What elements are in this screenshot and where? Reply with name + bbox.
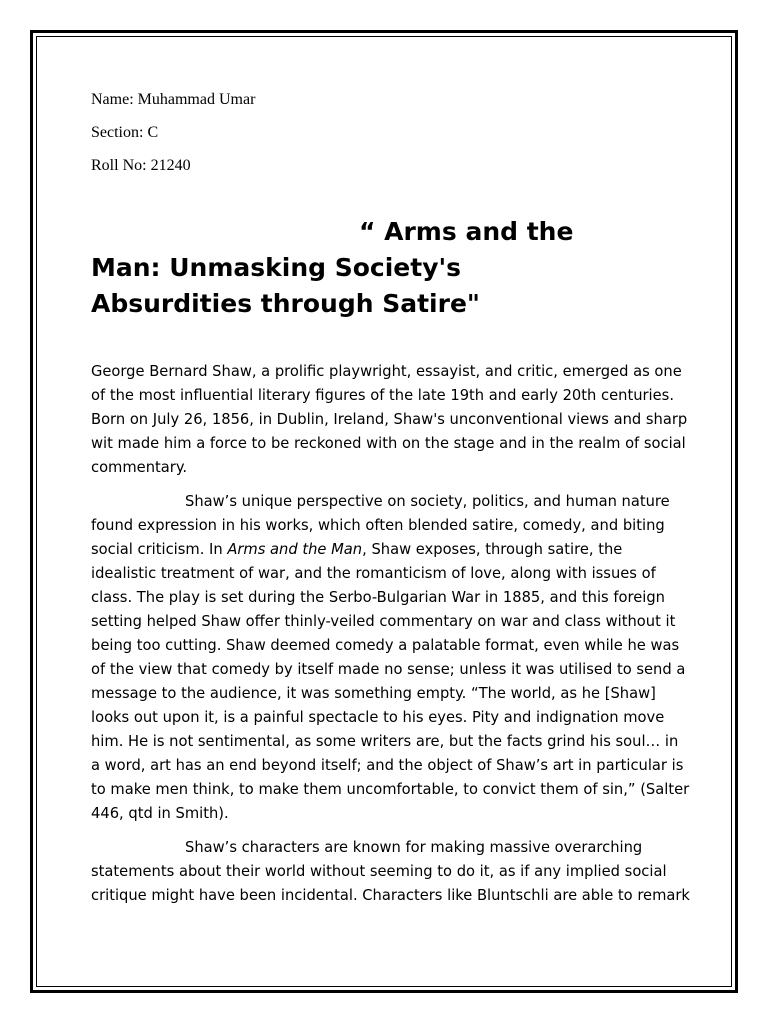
paragraph-characters: Shaw’s characters are known for making massive overarching statements about their world without seeming to do it, as if any implied social critique might have been incidental. Characters like Bluntschli are able to remark [91,839,690,904]
title-line-2: Man: Unmasking Society's [91,253,462,282]
title-line-1: “ Arms and the [359,217,574,246]
paragraph-perspective-text-b: , Shaw exposes, through satire, the idealistic treatment of war, and the romanticism of love, along with issues of class. The play is set during the Serbo-Bulgarian War in 1885, and this foreign setting helped Shaw offer thinly-veiled commentary on war and class without it being too cutting. Shaw deemed comedy a palatable format, even while he was of the view that comedy by itself made no sense; unless it was utilised to send a message to the audience, it was something empty. “The world, as he [Shaw] looks out upon it, is a painful spectacle to his eyes. Pity and indignation move him. He is not sentimental, as some writers are, but the facts grind his soul… in a word, art has an end beyond itself; and the object of Shaw’s art in particular is to make men think, to make them uncomfortable, to convict them of sin,” (Salter 446, qtd in Smith). [91,541,690,822]
student-roll-no: Roll No: 21240 [91,157,191,174]
essay-title [91,214,631,322]
play-title-italic: Arms and the Man [227,541,363,558]
paragraph-intro: George Bernard Shaw, a prolific playwright, essayist, and critic, emerged as one of the most influential literary figures of the late 19th and early 20th centuries. Born on July 26, 1856, in Dublin, Ireland, Shaw's unconventional views and sharp wit made him a force to be reckoned with on the stage and in the realm of social commentary. [91,363,688,476]
document-body [91,90,691,908]
paragraph-perspective-text-a: Shaw’s unique perspective on society, politics, and human nature found expression in his works, which often blended satire, comedy, and biting social criticism. In [91,493,670,558]
title-line-3: Absurdities through Satire" [91,289,480,318]
paragraph-perspective [91,490,691,826]
student-section: Section: C [91,124,159,141]
student-name: Name: Muhammad Umar [91,91,256,108]
